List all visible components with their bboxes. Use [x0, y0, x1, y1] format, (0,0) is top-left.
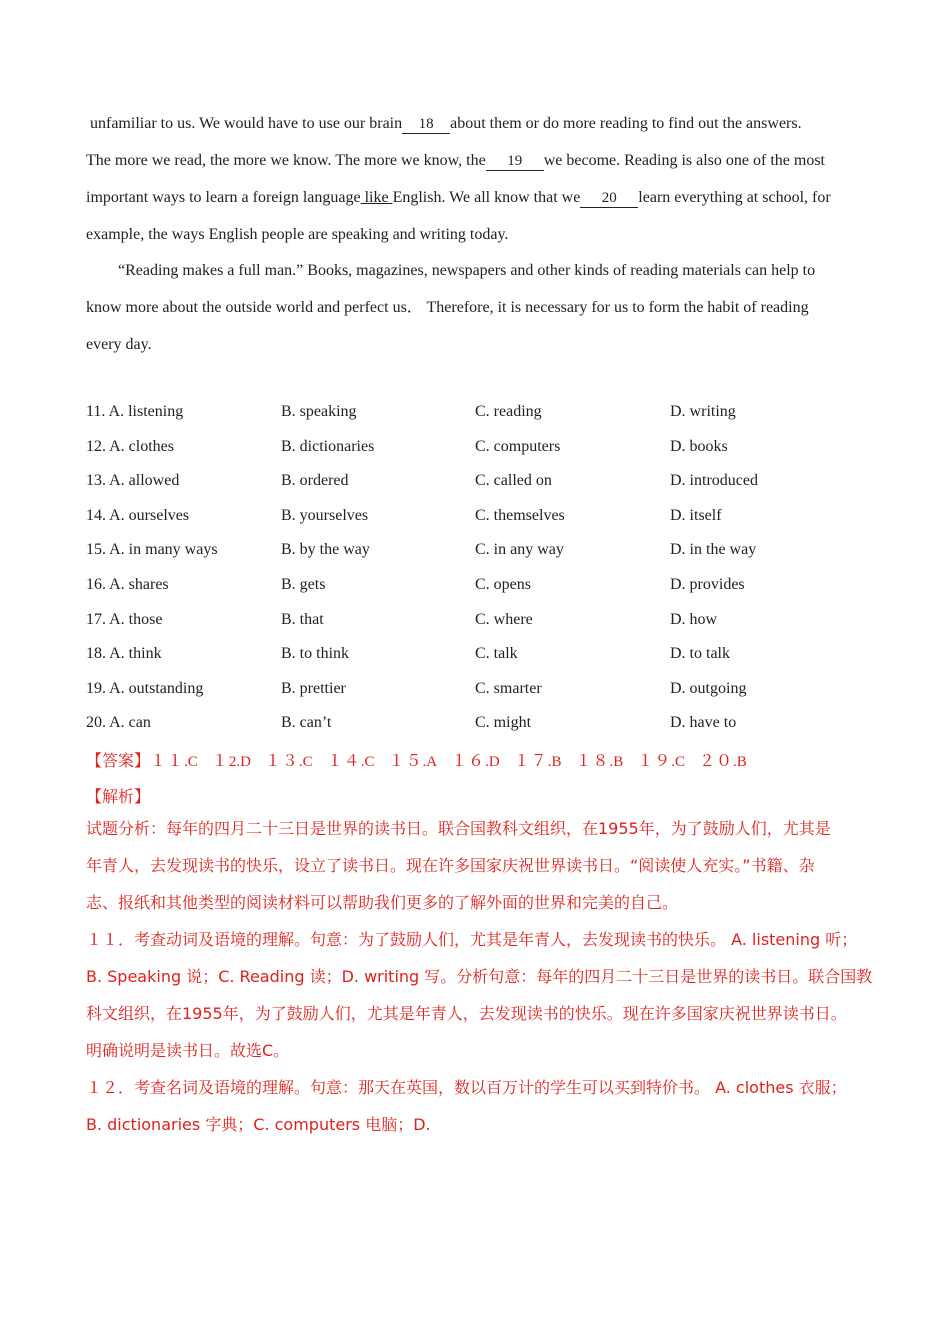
option-row — [86, 501, 886, 536]
option-a: 11. A. listening — [86, 403, 184, 420]
option-a: 19. A. outstanding — [86, 679, 204, 697]
option-row — [86, 674, 886, 709]
option-c: C. smarter — [475, 679, 542, 697]
option-a: 14. A. ourselves — [86, 506, 190, 524]
answer-number: １３ — [264, 751, 299, 770]
option-row — [86, 639, 886, 674]
answer-letter: .C — [360, 754, 375, 770]
option-row — [86, 397, 886, 432]
answer-letter: .C — [184, 754, 198, 770]
analysis-line: 科文组织，在1955年，为了鼓励人们，尤其是年青人，去发现读书的快乐。现在许多国家庆祝世界读书日。 — [86, 1004, 847, 1023]
answer-item — [150, 751, 198, 770]
option-c: C. talk — [475, 645, 518, 663]
option-c: C. reading — [475, 403, 542, 420]
option-a: 18. A. think — [86, 645, 162, 663]
option-c: C. where — [475, 610, 533, 628]
passage-line: know more about the outside world and perfect us． Therefore, it is necessary for us to form the habit of reading — [86, 299, 809, 316]
option-row — [86, 708, 886, 743]
answer-item — [637, 751, 685, 770]
option-b: B. gets — [281, 575, 326, 593]
answer-item — [451, 751, 500, 770]
answer-item — [327, 751, 375, 770]
option-b: B. prettier — [281, 679, 346, 697]
option-c: C. called on — [475, 472, 552, 490]
answer-letter: .B — [547, 754, 562, 770]
passage-text: English. We all know that we — [392, 189, 581, 206]
answer-item — [265, 751, 313, 770]
answer-number: １９ — [637, 751, 672, 770]
analysis-label: 【解析】 — [86, 787, 151, 806]
option-b: B. that — [281, 610, 324, 628]
option-row — [86, 466, 886, 501]
analysis-body — [86, 810, 886, 1143]
passage-line: “Reading makes a full man.” Books, magazines, newspapers and other kinds of reading materials can help to — [118, 262, 816, 279]
option-b: B. by the way — [281, 541, 370, 559]
analysis-line: 试题分析：每年的四月二十三日是世界的读书日。联合国教科文组织，在1955年，为了鼓励人们，尤其是 — [86, 819, 831, 838]
option-d: D. to talk — [670, 645, 730, 663]
option-row — [86, 605, 886, 640]
option-row — [86, 570, 886, 605]
option-c: C. computers — [475, 437, 561, 455]
answer-letter: .A — [422, 754, 438, 770]
answer-letter: 2.D — [228, 754, 251, 770]
option-row — [86, 432, 886, 467]
blank-20: 20 — [580, 189, 638, 208]
passage-line — [86, 179, 876, 216]
option-b: B. yourselves — [281, 506, 369, 524]
passage-text: about them or do more reading to find out the answers. — [450, 115, 802, 132]
answer-number: １７ — [513, 751, 548, 770]
passage-line: every day. — [86, 336, 152, 353]
answer-items — [150, 751, 761, 770]
option-d: D. have to — [670, 714, 737, 732]
answer-item — [699, 751, 747, 770]
option-c: C. opens — [475, 575, 531, 593]
option-row — [86, 535, 886, 570]
passage-text: learn everything at school, for — [638, 189, 831, 206]
passage-text: example, the ways English people are speaking and writing today. — [86, 226, 509, 243]
analysis-line: B. dictionaries 字典；C. computers 电脑；D. — [86, 1115, 431, 1134]
passage-text: The more we read, the more we know. The more we know, the — [86, 152, 486, 169]
passage-paragraph-1 — [86, 105, 876, 253]
answer-item — [388, 751, 437, 770]
option-a: 17. A. those — [86, 610, 163, 628]
answer-letter: .C — [671, 754, 686, 770]
option-d: D. writing — [670, 403, 736, 420]
answer-number: １６ — [451, 751, 486, 770]
passage-line — [86, 142, 876, 179]
passage-text: unfamiliar to us. We would have to use our brain — [90, 115, 403, 132]
passage-text: we become. Reading is also one of the most — [543, 152, 825, 169]
option-a: 13. A. allowed — [86, 472, 180, 490]
answer-number: １８ — [575, 751, 610, 770]
option-c: C. in any way — [475, 541, 564, 559]
answer-letter: .D — [485, 754, 500, 770]
option-c: C. themselves — [475, 506, 565, 524]
option-b: B. can’t — [281, 714, 332, 732]
option-d: D. provides — [670, 575, 745, 593]
answer-number: １４ — [326, 751, 361, 770]
option-d: D. itself — [670, 506, 722, 524]
option-d: D. outgoing — [670, 679, 747, 697]
option-d: D. in the way — [670, 541, 757, 559]
answer-letter: .B — [733, 754, 747, 770]
answer-number: １５ — [388, 751, 423, 770]
blank-18: 18 — [402, 115, 450, 134]
answer-label: 【答案】 — [86, 751, 151, 770]
answer-letter: .C — [298, 754, 313, 770]
option-a: 20. A. can — [86, 714, 151, 732]
passage-text: important ways to learn a foreign language — [86, 189, 361, 206]
option-b: B. to think — [281, 645, 350, 663]
answer-number: １１ — [150, 751, 185, 770]
passage-line — [86, 105, 876, 142]
option-b: B. speaking — [281, 403, 357, 420]
passage-line — [86, 216, 876, 253]
option-d: D. how — [670, 610, 718, 628]
answer-number: １ — [211, 751, 229, 770]
option-b: B. dictionaries — [281, 437, 375, 455]
analysis-line: 明确说明是读书日。故选C。 — [86, 1041, 290, 1060]
analysis-line: B. Speaking 说；C. Reading 读；D. writing 写。分析句意：每年的四月二十三日是世界的读书日。联合国教 — [86, 967, 873, 986]
option-c: C. might — [475, 714, 532, 732]
answer-item — [514, 751, 562, 770]
analysis-line: １１．考查动词及语境的理解。句意：为了鼓励人们，尤其是年青人，去发现读书的快乐。 A. listening 听； — [86, 930, 858, 949]
option-a: 12. A. clothes — [86, 437, 174, 455]
underlined-word: like — [360, 189, 393, 206]
option-a: 16. A. shares — [86, 575, 169, 593]
answer-letter: .B — [609, 754, 624, 770]
answer-item — [575, 751, 623, 770]
analysis-line: １２．考查名词及语境的理解。句意：那天在英国，数以百万计的学生可以买到特价书。 A. clothes 衣服； — [86, 1078, 847, 1097]
analysis-line: 年青人，去发现读书的快乐，设立了读书日。现在许多国家庆祝世界读书日。“阅读使人充实。”书籍、杂 — [86, 856, 815, 875]
analysis-line: 志、报纸和其他类型的阅读材料可以帮助我们更多的了解外面的世界和完美的自己。 — [86, 893, 679, 912]
answer-number: ２０ — [699, 751, 734, 770]
option-d: D. introduced — [670, 472, 758, 490]
option-b: B. ordered — [281, 472, 349, 490]
answer-row — [86, 748, 761, 771]
options-list — [86, 397, 886, 743]
option-a: 15. A. in many ways — [86, 541, 218, 559]
blank-19: 19 — [486, 152, 544, 171]
option-d: D. books — [670, 437, 728, 455]
passage-paragraph-2 — [86, 252, 876, 363]
answer-item — [212, 751, 251, 770]
